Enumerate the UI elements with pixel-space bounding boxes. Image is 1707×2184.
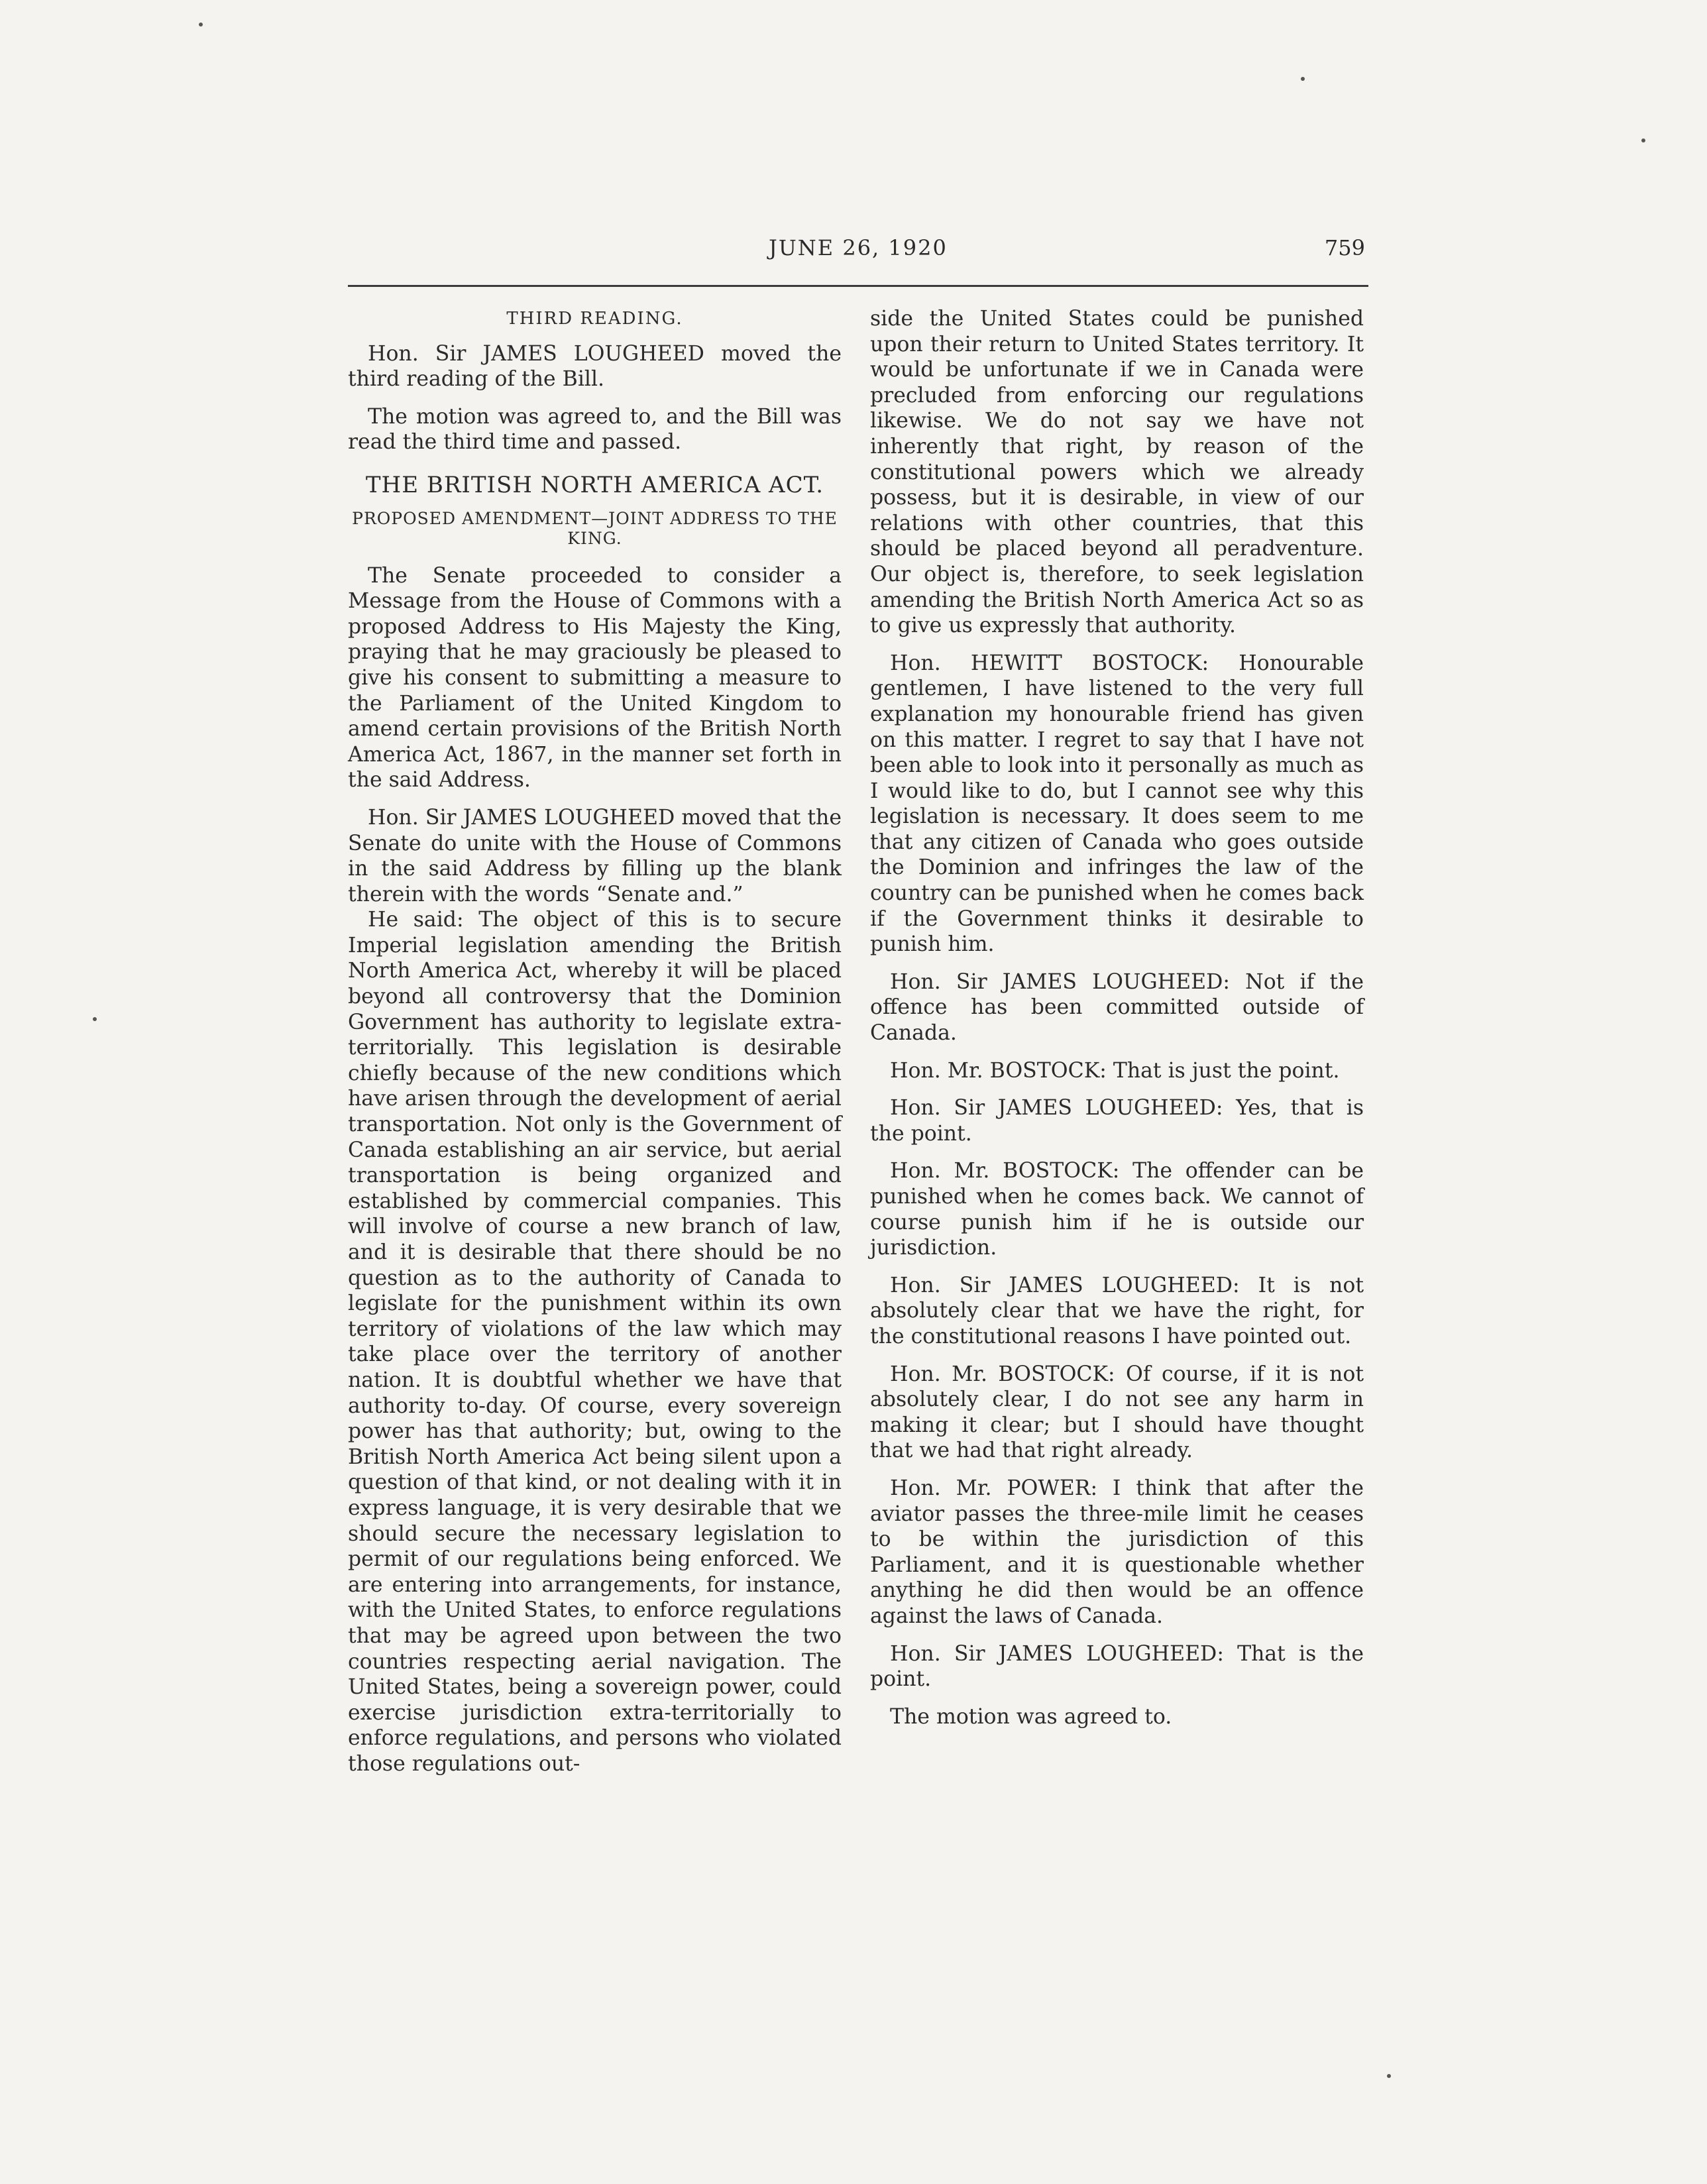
header-rule — [348, 285, 1368, 287]
paragraph: The Senate proceeded to consider a Message from the House of Commons with a proposed Address to His Majesty the King, praying that he may graciously be pleased to give his consent to submitting a measure to the Parliament of the United Kingdom to amend certain provisions of the British North America Act, 1867, in the manner set forth in the said Address. — [348, 563, 842, 792]
right-column — [870, 306, 1364, 1741]
paragraph: Hon. HEWITT BOSTOCK: Honourable gentlemen, I have listened to the very full explanation my honourable friend has given on this matter. I regret to say that I have not been able to look into it personally as much as I would like to do, but I cannot see why this legislation is necessary. It does seem to me that any citizen of Canada who goes outside the Dominion and infringes the law of the country can be punished when he comes back if the Government thinks it desirable to punish him. — [870, 651, 1364, 957]
paragraph: Hon. Mr. BOSTOCK: That is just the point. — [890, 1058, 1340, 1083]
scan-speck — [1301, 77, 1305, 81]
paragraph: Hon. Mr. POWER: I think that after the aviator passes the three-mile limit he ceases to be within the jurisdiction of this Parliament, and it is questionable whether anything he did then would be an offence against the laws of Canada. — [870, 1476, 1364, 1628]
page-header — [348, 235, 1365, 268]
scan-speck — [93, 1017, 97, 1021]
paragraph: Hon. Sir JAMES LOUGHEED: That is the point. — [870, 1641, 1364, 1692]
paragraph: The motion was agreed to. — [890, 1704, 1172, 1729]
page-number: 759 — [1324, 235, 1365, 260]
act-heading: THE BRITISH NORTH AMERICA ACT. — [365, 471, 824, 498]
paragraph: Hon. Sir JAMES LOUGHEED: Not if the offence has been committed outside of Canada. — [870, 969, 1364, 1046]
header-date: JUNE 26, 1920 — [769, 235, 948, 260]
left-column — [348, 306, 842, 1788]
paragraph: He said: The object of this is to secure Imperial legislation amending the British North America Act, whereby it will be placed beyond all controversy that the Dominion Government has authority to legislate extra-territorially. This legislation is desirable chiefly because of the new conditions which have arisen through the development of aerial transportation. Not only is the Government of Canada establishing an air service, but aerial transportation is being organized and established by commercial companies. This will involve of course a new branch of law, and it is desirable that there should be no question as to the authority of Canada to legislate for the punishment within its own territory of violations of the law which may take place over the territory of another nation. It is doubtful whether we have that authority to-day. Of course, every sovereign power has that authority; but, owing to the British North America Act being silent upon a question of that kind, or not dealing with it in express language, it is very desirable that we should secure the necessary legislation to permit of our regulations being enforced. We are entering into arrangements, for instance, with the United States, to enforce regulations that may be agreed upon between the two countries respecting aerial navigation. The United States, being a sovereign power, could exercise jurisdiction extra-territorially to enforce regulations, and persons who violated those regulations out- — [348, 908, 842, 1776]
scan-speck — [1641, 138, 1645, 142]
paragraph: The motion was agreed to, and the Bill was read the third time and passed. — [348, 404, 842, 455]
third-reading-heading: THIRD READING. — [506, 309, 683, 329]
paragraph: Hon. Sir JAMES LOUGHEED: Yes, that is the point. — [870, 1096, 1364, 1146]
scan-speck — [199, 23, 203, 27]
paragraph: side the United States could be punished upon their return to United States territory. It would be unfortunate if we in Canada were precluded from enforcing our regulations likewise. We do not say we have not inherently that right, by reason of the constitutional powers which we already possess, but it is desirable, in view of our relations with other countries, that this should be placed beyond all peradventure. Our object is, therefore, to seek legislation amending the British North America Act so as to give us expressly that authority. — [870, 307, 1364, 638]
paragraph: Hon. Sir JAMES LOUGHEED: It is not absolutely clear that we have the right, for the constitutional reasons I have pointed out. — [870, 1273, 1364, 1348]
paragraph: Hon. Sir JAMES LOUGHEED moved that the Senate do unite with the House of Commons in the said Address by filling up the blank therein with the words “Senate and.” — [348, 805, 842, 906]
paragraph: Hon. Sir JAMES LOUGHEED moved the third reading of the Bill. — [348, 341, 842, 392]
scan-speck — [1387, 2074, 1391, 2078]
amendment-heading: PROPOSED AMENDMENT—JOINT ADDRESS TO THE KING. — [352, 508, 838, 548]
paragraph: Hon. Mr. BOSTOCK: The offender can be punished when he comes back. We cannot of course punish him if he is outside our jurisdiction. — [870, 1159, 1364, 1260]
paragraph: Hon. Mr. BOSTOCK: Of course, if it is not absolutely clear, I do not see any harm in making it clear; but I should have thought that we had that right already. — [870, 1362, 1364, 1463]
